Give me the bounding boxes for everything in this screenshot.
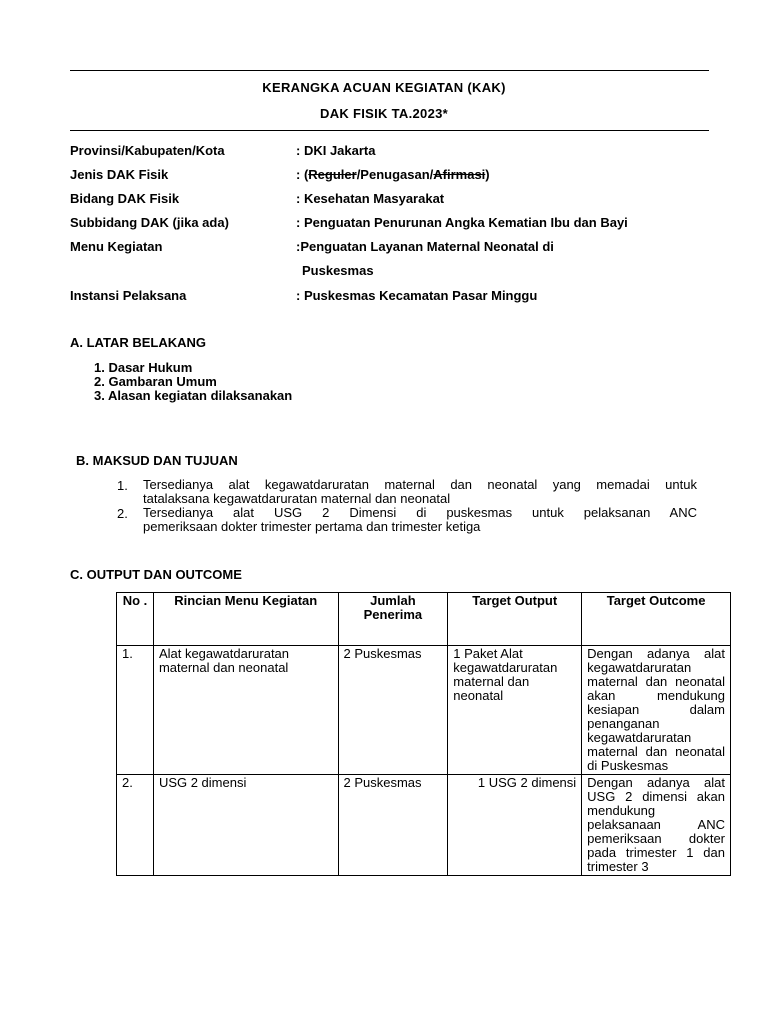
instansi-value: : Puskesmas Kecamatan Pasar Minggu (296, 288, 538, 303)
section-c-title: C. OUTPUT DAN OUTCOME (70, 567, 242, 582)
table-row (117, 775, 731, 876)
table-row (117, 646, 731, 775)
cell-rincian: Alat kegawatdaruratan maternal dan neonatal (153, 646, 338, 775)
top-rule (70, 70, 709, 71)
section-a-item: 2. Gambaran Umum (94, 374, 217, 389)
jenis-label: Jenis DAK Fisik (70, 167, 169, 182)
header-rincian: Rincian Menu Kegiatan (153, 593, 338, 646)
section-b-number: 1. (117, 478, 128, 493)
cell-target-output: 1 Paket Alat kegawatdaruratan maternal dan neonatal (448, 646, 582, 775)
menu-value-line2: Puskesmas (302, 263, 374, 278)
section-a-item: 3. Alasan kegiatan dilaksanakan (94, 388, 293, 403)
cell-rincian: USG 2 dimensi (153, 775, 338, 876)
cell-jumlah: 2 Puskesmas (338, 775, 448, 876)
section-b-item-line: pemeriksaan dokter trimester pertama dan trimester ketiga (143, 519, 481, 534)
jenis-reguler: Reguler (308, 167, 357, 182)
section-a-title: A. LATAR BELAKANG (70, 335, 207, 350)
jenis-afirmasi: Afirmasi (433, 167, 486, 182)
jenis-prefix: : ( (296, 167, 309, 182)
document-subtitle: DAK FISIK TA.2023* (320, 106, 448, 121)
cell-target-output: 1 USG 2 dimensi (448, 775, 582, 876)
document-title: KERANGKA ACUAN KEGIATAN (KAK) (262, 80, 506, 95)
section-a-item: 1. Dasar Hukum (94, 360, 193, 375)
header-target-output: Target Output (448, 593, 582, 646)
header-no: No . (117, 593, 154, 646)
menu-value-line1: :Penguatan Layanan Maternal Neonatal di (296, 239, 554, 254)
table-header-row (117, 593, 731, 646)
provinsi-value: : DKI Jakarta (296, 143, 376, 158)
output-outcome-table (116, 592, 731, 876)
section-b-item-line: Tersedianya alat USG 2 Dimensi di puskesmas untuk pelaksanan ANC (143, 505, 697, 520)
subbidang-label: Subbidang DAK (jika ada) (70, 215, 229, 230)
subbidang-value: : Penguatan Penurunan Angka Kematian Ibu dan Bayi (296, 215, 628, 230)
cell-target-outcome: Dengan adanya alat USG 2 dimensi akan mendukung pelaksanaan ANC pemeriksaan dokter pada trimester 1 dan trimester 3 (582, 775, 731, 876)
jenis-value (296, 167, 490, 182)
cell-no: 2. (117, 775, 154, 876)
header-jumlah: Jumlah Penerima (338, 593, 448, 646)
section-b-item-line: Tersedianya alat kegawatdaruratan maternal dan neonatal yang memadai untuk (143, 477, 697, 492)
cell-target-outcome: Dengan adanya alat kegawatdaruratan maternal dan neonatal akan mendukung kesiapan dalam penanganan kegawatdaruratan maternal dan neonatal di Puskesmas (582, 646, 731, 775)
section-b-item-line: tatalaksana kegawatdaruratan maternal dan neonatal (143, 491, 451, 506)
jenis-penugasan: /Penugasan/ (356, 167, 434, 182)
section-b-number: 2. (117, 506, 128, 521)
bidang-value: : Kesehatan Masyarakat (296, 191, 445, 206)
section-b-title: B. MAKSUD DAN TUJUAN (76, 453, 238, 468)
cell-no: 1. (117, 646, 154, 775)
bidang-label: Bidang DAK Fisik (70, 191, 180, 206)
header-target-outcome: Target Outcome (582, 593, 731, 646)
cell-jumlah: 2 Puskesmas (338, 646, 448, 775)
instansi-label: Instansi Pelaksana (70, 288, 187, 303)
header-bottom-rule (70, 130, 709, 131)
provinsi-label: Provinsi/Kabupaten/Kota (70, 143, 225, 158)
menu-label: Menu Kegiatan (70, 239, 163, 254)
jenis-suffix: ) (485, 167, 490, 182)
